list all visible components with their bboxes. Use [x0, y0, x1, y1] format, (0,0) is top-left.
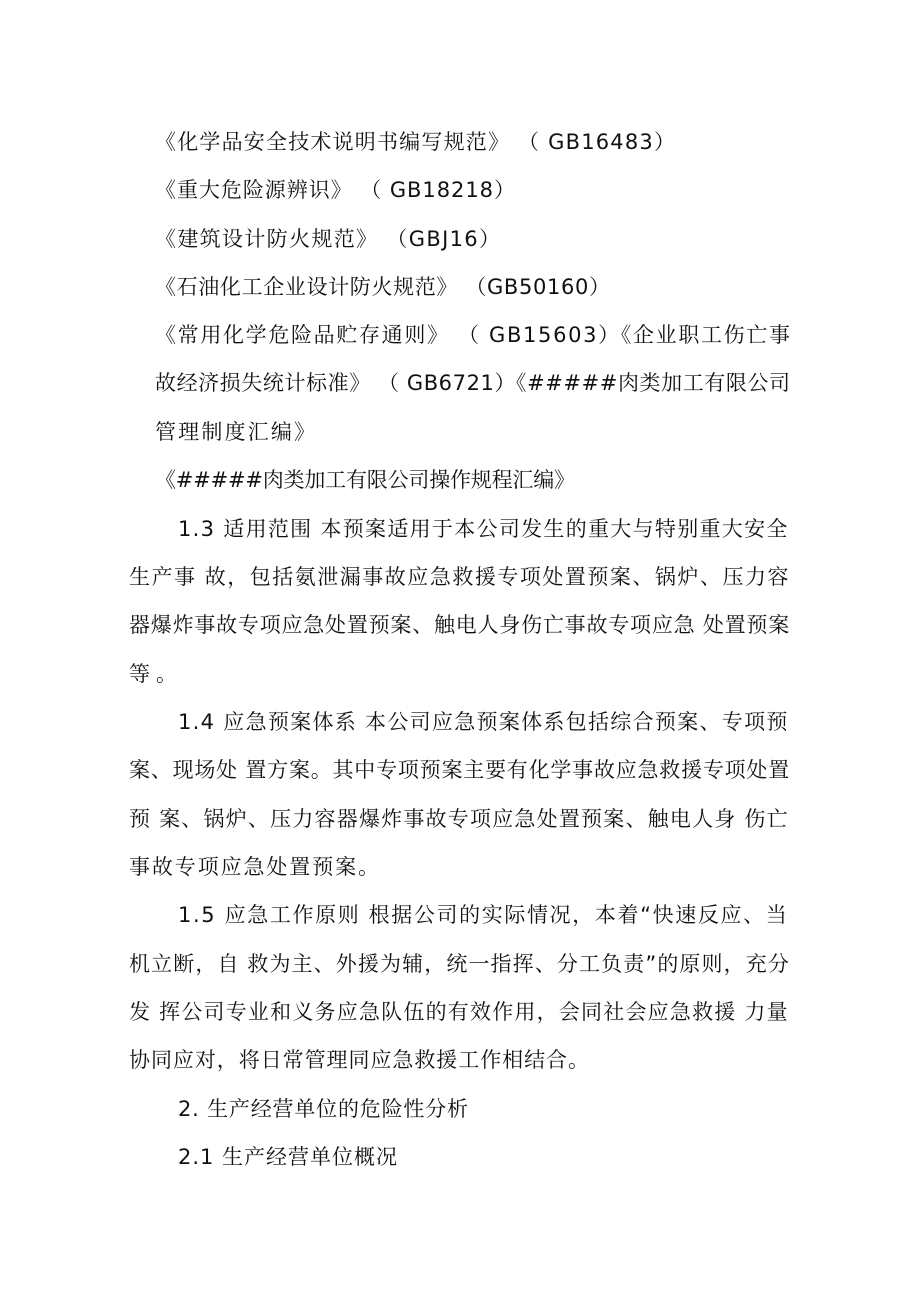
section-1-5-line-3: 发 挥公司专业和义务应急队伍的有效作用，会同社会应急救援 力量 — [129, 1000, 789, 1024]
section-1-3-line-4: 等。 — [129, 662, 183, 686]
section-2-1-heading: 2.1 生产经营单位概况 — [178, 1145, 398, 1169]
section-1-4-line-2: 案、现场处 置方案。其中专项预案主要有化学事故应急救援专项处置 — [129, 758, 790, 782]
section-1-5-line-1: 1.5 应急工作原则 根据公司的实际情况，本着“快速反应、当 — [178, 903, 789, 927]
section-1-4-line-3: 预 案、锅炉、压力容器爆炸事故专项应急处置预案、触电人身 伤亡 — [129, 807, 789, 831]
reference-line-3: 《建筑设计防火规范》 （GBJ16） — [155, 227, 502, 251]
section-1-3-line-2: 生产事 故，包括氨泄漏事故应急救援专项处置预案、锅炉、压力容 — [129, 565, 790, 589]
section-1-4-line-4: 事故专项应急处置预案。 — [129, 855, 381, 879]
section-1-3-line-1: 1.3 适用范围 本预案适用于本公司发生的重大与特别重大安全 — [178, 517, 789, 541]
reference-line-8: 《#####肉类加工有限公司操作规程汇编》 — [155, 468, 575, 492]
reference-line-1: 《化学品安全技术说明书编写规范》 （ GB16483） — [155, 130, 677, 154]
reference-line-5: 《常用化学危险品贮存通则》 （ GB15603）《企业职工伤亡事 — [155, 323, 792, 347]
reference-line-6: 故经济损失统计标准》 （ GB6721）《#####肉类加工有限公司 — [155, 371, 791, 395]
section-2-heading: 2. 生产经营单位的危险性分析 — [178, 1097, 469, 1121]
section-1-5-line-4: 协同应对，将日常管理同应急救援工作相结合。 — [129, 1048, 590, 1072]
reference-line-7: 管理制度汇编》 — [155, 420, 318, 444]
reference-line-4: 《石油化工企业设计防火规范》 （GB50160） — [155, 275, 611, 299]
reference-line-2: 《重大危险源辨识》 （ GB18218） — [155, 178, 516, 202]
section-1-5-line-2: 机立断，自 救为主、外援为辅，统一指挥、分工负责”的原则，充分 — [129, 952, 790, 976]
section-1-3-line-3: 器爆炸事故专项应急处置预案、触电人身伤亡事故专项应急 处置预案 — [129, 613, 790, 637]
section-1-4-line-1: 1.4 应急预案体系 本公司应急预案体系包括综合预案、专项预 — [178, 710, 789, 734]
